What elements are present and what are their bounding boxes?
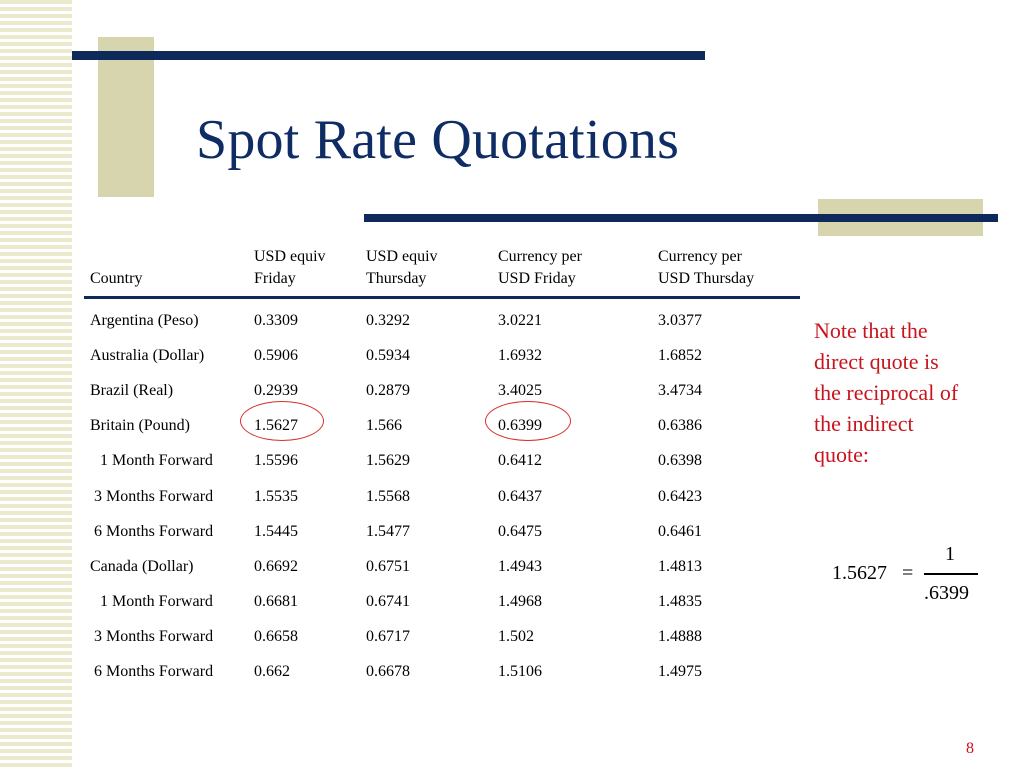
table-row — [84, 444, 800, 479]
page-number: 8 — [966, 740, 974, 757]
cell-value: 1.4943 — [498, 557, 542, 575]
cell-value: 1.6932 — [498, 346, 542, 364]
cell-value: 1.5627 — [254, 417, 298, 435]
header-currency-per-usd-thursday: Currency per USD Thursday — [652, 246, 800, 298]
cell-value: 1.4888 — [658, 628, 702, 646]
cell-value: 0.6658 — [254, 628, 298, 646]
table-header-row — [84, 246, 800, 298]
mid-accent-bar — [364, 214, 998, 222]
cell-value: 0.6423 — [658, 487, 702, 505]
reciprocal-note: Note that the direct quote is the reciprocal of the indirect quote: — [814, 318, 959, 467]
table-row — [84, 620, 800, 655]
cell-value: 0.6692 — [254, 557, 298, 575]
cell-country: Argentina (Peso) — [90, 311, 199, 329]
table-row — [84, 585, 800, 620]
cell-value: 0.5934 — [366, 346, 410, 364]
equation-numerator: 1 — [945, 543, 955, 565]
equation-equals: = — [902, 562, 914, 584]
cell-country: 1 Month Forward — [100, 593, 213, 611]
cell-value: 0.3292 — [366, 311, 410, 329]
cell-value: 3.0377 — [658, 311, 702, 329]
table-row — [84, 409, 800, 444]
cell-value: 1.5596 — [254, 452, 298, 470]
table-row — [84, 549, 800, 584]
header-country: Country — [84, 246, 248, 298]
table-row — [84, 338, 800, 373]
cell-value: 1.4968 — [498, 593, 542, 611]
header-currency-per-usd-friday: Currency per USD Friday — [492, 246, 652, 298]
cell-country: Britain (Pound) — [90, 417, 190, 435]
highlight-circle-currency-per-usd — [485, 401, 571, 441]
cell-country: Canada (Dollar) — [90, 557, 194, 575]
cell-value: 0.6398 — [658, 452, 702, 470]
cell-value: 0.662 — [254, 663, 290, 681]
cell-value: 3.4025 — [498, 381, 542, 399]
cell-value: 0.6412 — [498, 452, 542, 470]
cell-value: 1.4813 — [658, 557, 702, 575]
cell-value: 0.5906 — [254, 346, 298, 364]
cell-value: 0.6741 — [366, 593, 410, 611]
cell-value: 0.2939 — [254, 381, 298, 399]
cell-value: 3.0221 — [498, 311, 542, 329]
cell-value: 1.566 — [366, 417, 402, 435]
table-row — [84, 298, 800, 339]
cell-country: 6 Months Forward — [94, 522, 214, 540]
header-usd-equiv-friday: USD equiv Friday — [248, 246, 360, 298]
cell-value: 0.6717 — [366, 628, 410, 646]
left-stripe-pattern — [0, 0, 72, 768]
cell-value: 0.6437 — [498, 487, 542, 505]
cell-value: 1.5629 — [366, 452, 410, 470]
cell-value: 0.3309 — [254, 311, 298, 329]
equation-denominator: .6399 — [924, 582, 969, 604]
equation-left: 1.5627 — [832, 562, 887, 584]
table-row — [84, 655, 800, 690]
cell-country: 6 Months Forward — [94, 663, 214, 681]
cell-value: 0.6681 — [254, 593, 298, 611]
cell-value: 3.4734 — [658, 381, 702, 399]
table-row — [84, 373, 800, 408]
table-row — [84, 514, 800, 549]
cell-value: 0.6678 — [366, 663, 410, 681]
cell-country: 3 Months Forward — [94, 487, 214, 505]
cell-value: 1.6852 — [658, 346, 702, 364]
cell-value: 1.502 — [498, 628, 534, 646]
cell-country: 3 Months Forward — [94, 628, 214, 646]
table-row — [84, 479, 800, 514]
slide-title: Spot Rate Quotations — [196, 109, 680, 171]
top-accent-bar — [72, 51, 705, 60]
cell-value: 0.6386 — [658, 417, 702, 435]
cell-country: Australia (Dollar) — [90, 346, 205, 364]
cell-value: 0.6399 — [498, 417, 542, 435]
cell-value: 1.5445 — [254, 522, 298, 540]
highlight-circle-usd-equiv — [240, 401, 324, 441]
cell-value: 0.6751 — [366, 557, 410, 575]
header-usd-equiv-thursday: USD equiv Thursday — [360, 246, 492, 298]
fraction-bar — [924, 573, 978, 575]
title-tan-block — [98, 37, 154, 197]
cell-country: Brazil (Real) — [90, 381, 174, 399]
cell-value: 0.6475 — [498, 522, 542, 540]
cell-country: 1 Month Forward — [100, 452, 213, 470]
cell-value: 1.5477 — [366, 522, 410, 540]
cell-value: 1.5535 — [254, 487, 298, 505]
cell-value: 1.4835 — [658, 593, 702, 611]
cell-value: 1.4975 — [658, 663, 702, 681]
cell-value: 1.5106 — [498, 663, 542, 681]
cell-value: 1.5568 — [366, 487, 410, 505]
spot-rate-table — [84, 246, 800, 690]
cell-value: 0.2879 — [366, 381, 410, 399]
cell-value: 0.6461 — [658, 522, 702, 540]
